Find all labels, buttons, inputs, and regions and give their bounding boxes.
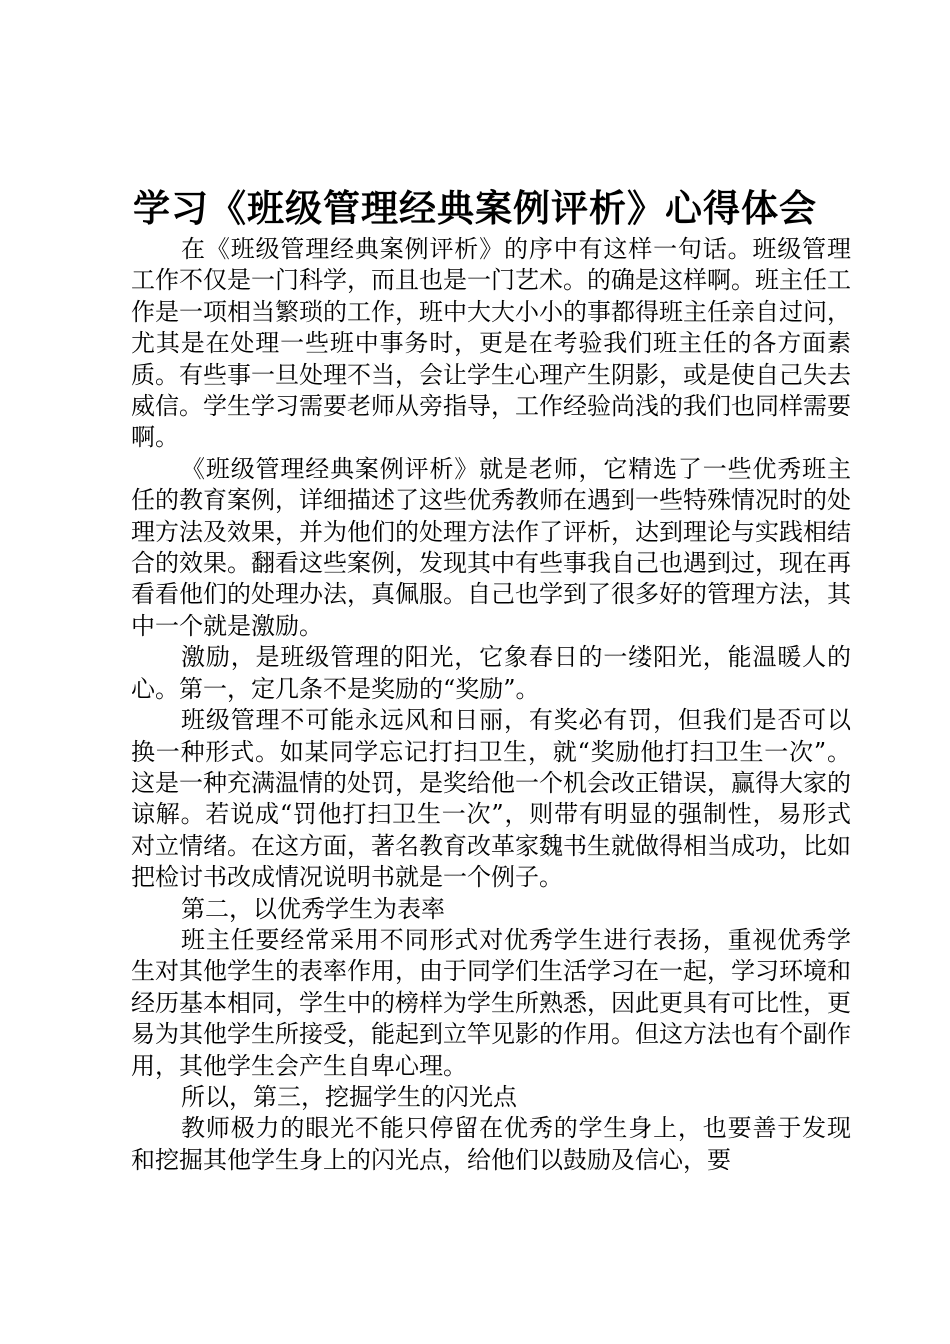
paragraph-8: 教师极力的眼光不能只停留在优秀的学生身上，也要善于发现和挖掘其他学生身上的闪光点，给他们以鼓励及信心，要 (131, 1114, 851, 1174)
paragraph-5-heading: 第二，以优秀学生为表率 (181, 894, 445, 923)
paragraph-7-heading: 所以，第三，挖掘学生的闪光点 (181, 1082, 517, 1111)
paragraph-3: 激励，是班级管理的阳光，它象春日的一缕阳光，能温暖人的心。第一，定几条不是奖励的“奖励”。 (131, 643, 851, 703)
paragraph-6: 班主任要经常采用不同形式对优秀学生进行表扬，重视优秀学生对其他学生的表率作用，由于同学们生活学习在一起，学习环境和经历基本相同，学生中的榜样为学生所熟悉，因此更具有可比性，更易为其他学生所接受，能起到立竿见影的作用。但这方法也有个副作用，其他学生会产生自卑心理。 (131, 925, 851, 1080)
paragraph-2: 《班级管理经典案例评析》就是老师，它精选了一些优秀班主任的教育案例，详细描述了这些优秀教师在遇到一些特殊情况时的处理方法及效果，并为他们的处理方法作了评析，达到理论与实践相结合的效果。翻看这些案例，发现其中有些事我自己也遇到过，现在再看看他们的处理办法，真佩服。自己也学到了很多好的管理方法，其中一个就是激励。 (131, 454, 851, 640)
paragraph-4: 班级管理不可能永远风和日丽，有奖必有罚，但我们是否可以换一种形式。如某同学忘记打扫卫生，就“奖励他打扫卫生一次”。这是一种充满温情的处罚，是奖给他一个机会改正错误，赢得大家的谅解。若说成“罚他打扫卫生一次”，则带有明显的强制性，易形式对立情绪。在这方面，著名教育改革家魏书生就做得相当成功，比如把检讨书改成情况说明书就是一个例子。 (131, 706, 851, 892)
document-title: 学习《班级管理经典案例评析》心得体会 (133, 186, 817, 230)
paragraph-1: 在《班级管理经典案例评析》的序中有这样一句话。班级管理工作不仅是一门科学，而且也是一门艺术。的确是这样啊。班主任工作是一项相当繁琐的工作，班中大大小小的事都得班主任亲自过问，尤其是在处理一些班中事务时，更是在考验我们班主任的各方面素质。有些事一旦处理不当，会让学生心理产生阴影，或是使自己失去威信。学生学习需要老师从旁指导，工作经验尚浅的我们也同样需要啊。 (131, 235, 851, 452)
document-body (131, 234, 851, 1176)
